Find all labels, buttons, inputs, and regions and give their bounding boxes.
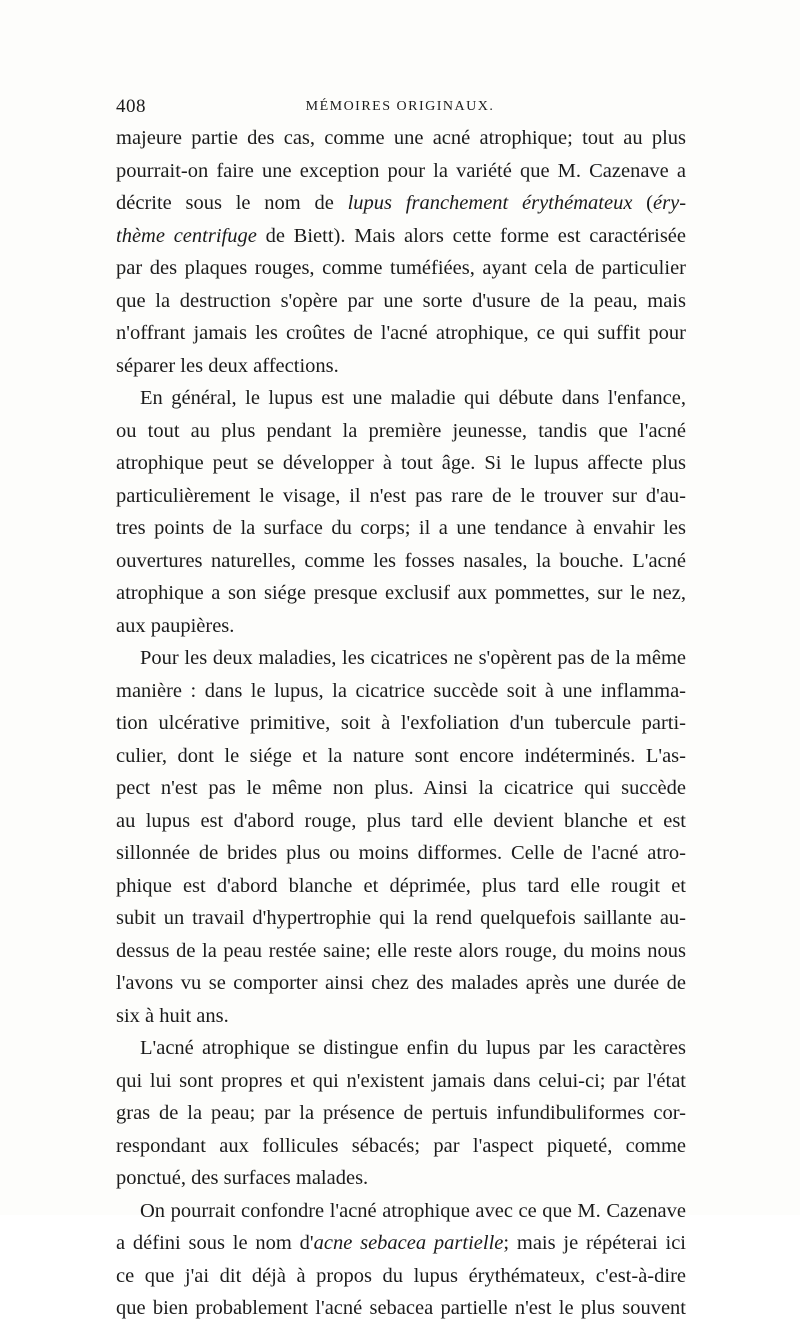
line-text: subit un travail d'hypertrophie qui la rend quelquefois saillante au- [116,907,686,929]
line-text: pect n'est pas le même non plus. Ainsi la cicatrice qui succède [116,777,686,799]
text-line [116,935,686,968]
line-text: a défini sous le nom d' [116,1232,314,1254]
line-text: que la destruction s'opère par une sorte d'usure de la peau, mais [116,289,686,312]
text-line [116,707,686,740]
text-line [116,675,686,708]
text-line [116,642,686,675]
running-title: MÉMOIRES ORIGINAUX. [305,99,495,114]
text-line [116,447,686,480]
text-line [116,967,686,1000]
paragraph [116,642,686,1032]
text-line [116,1097,686,1130]
text-line [116,350,686,383]
line-text: qui lui sont propres et qui n'existent jamais dans celui-ci; par l'état [116,1069,686,1092]
line-text: ; mais je répéterai ici [503,1232,686,1254]
line-text: manière : dans le lupus, la cicatrice succède soit à une inflamma- [116,679,686,702]
paragraph [116,1032,686,1195]
line-text: sillonnée de brides plus ou moins difformes. Celle de l'acné atro- [116,842,686,864]
text-line [116,545,686,578]
text-line [116,382,686,415]
line-text: phique est d'abord blanche et déprimée, plus tard elle rougit et [116,874,686,897]
text-line [116,1260,686,1293]
line-text: ce que j'ai dit déjà à propos du lupus érythémateux, c'est-à-dire [116,1264,686,1287]
line-text: majeure partie des cas, comme une acné atrophique; tout au plus [116,127,686,149]
text-line [116,480,686,513]
line-text: particulièrement le visage, il n'est pas rare de le trouver sur d'au- [116,484,686,507]
line-text: gras de la peau; par la présence de pertuis infundibuliformes cor- [116,1102,686,1124]
line-text: pourrait-on faire une exception pour la variété que M. Cazenave a [116,159,686,182]
line-text: que bien probablement l'acné sebacea partielle n'est le plus souvent [116,1297,686,1319]
text-line [116,187,686,220]
line-text: décrite sous le nom de [116,192,348,214]
line-text: Pour les deux maladies, les cicatrices ne s'opèrent pas de la même [140,647,686,669]
text-line [116,805,686,838]
text-line [116,1000,686,1033]
line-text: respondant aux follicules sébacés; par l'aspect piqueté, comme [116,1134,686,1157]
paragraph [116,382,686,642]
text-line [116,512,686,545]
italic-text: acne sebacea partielle [313,1232,504,1254]
line-text: six à huit ans. [116,1004,229,1027]
line-text: tres points de la surface du corps; il a une tendance à envahir les [116,517,686,539]
text-line [116,610,686,643]
line-text: séparer les deux affections. [116,354,339,377]
text-line [116,285,686,318]
line-text: atrophique a son siége presque exclusif aux pommettes, sur le nez, [116,582,686,604]
line-text: On pourrait confondre l'acné atrophique avec ce que M. Cazenave [140,1199,686,1222]
italic-text: éry- [653,192,686,214]
line-text: n'offrant jamais les croûtes de l'acné atrophique, ce qui suffit pour [116,322,686,344]
italic-text: lupus franchement érythémateux [347,192,633,214]
text-line [116,1162,686,1195]
text-line [116,220,686,253]
page-number: 408 [116,96,146,117]
text-line [116,415,686,448]
line-text: par des plaques rouges, comme tuméfiées, ayant cela de particulier [116,257,686,279]
text-line [116,577,686,610]
running-head [116,96,684,118]
text-line [116,837,686,870]
text-line [116,122,686,155]
line-text: ou tout au plus pendant la première jeunesse, tandis que l'acné [116,419,686,442]
line-text: L'acné atrophique se distingue enfin du lupus par les caractères [140,1037,686,1059]
text-line [116,252,686,285]
line-text: ( [632,192,654,214]
line-text: aux paupières. [116,614,235,637]
paragraph [116,122,686,382]
line-text: ouvertures naturelles, comme les fosses nasales, la bouche. L'acné [116,549,686,572]
text-line [116,1227,686,1260]
text-line [116,1195,686,1228]
line-text: l'avons vu se comporter ainsi chez des malades après une durée de [116,972,686,994]
text-line [116,1032,686,1065]
line-text: ponctué, des surfaces malades. [116,1167,369,1189]
text-line [116,317,686,350]
paragraph [116,1195,686,1325]
text-line [116,740,686,773]
text-line [116,772,686,805]
line-text: de Biett). Mais alors cette forme est caractérisée [256,224,686,247]
line-text: atrophique peut se développer à tout âge. Si le lupus affecte plus [116,452,686,474]
text-line [116,1065,686,1098]
text-line [116,1130,686,1163]
line-text: culier, dont le siége et la nature sont encore indéterminés. L'as- [116,744,686,767]
text-line [116,870,686,903]
text-line [116,155,686,188]
line-text: dessus de la peau restée saine; elle reste alors rouge, du moins nous [116,939,686,962]
italic-text: thème centrifuge [116,224,257,247]
text-line [116,902,686,935]
line-text: En général, le lupus est une maladie qui débute dans l'enfance, [140,387,686,409]
body-text [116,122,686,1325]
line-text: au lupus est d'abord rouge, plus tard elle devient blanche et est [116,809,686,832]
text-line [116,1292,686,1325]
line-text: tion ulcérative primitive, soit à l'exfoliation d'un tubercule parti- [116,712,686,734]
